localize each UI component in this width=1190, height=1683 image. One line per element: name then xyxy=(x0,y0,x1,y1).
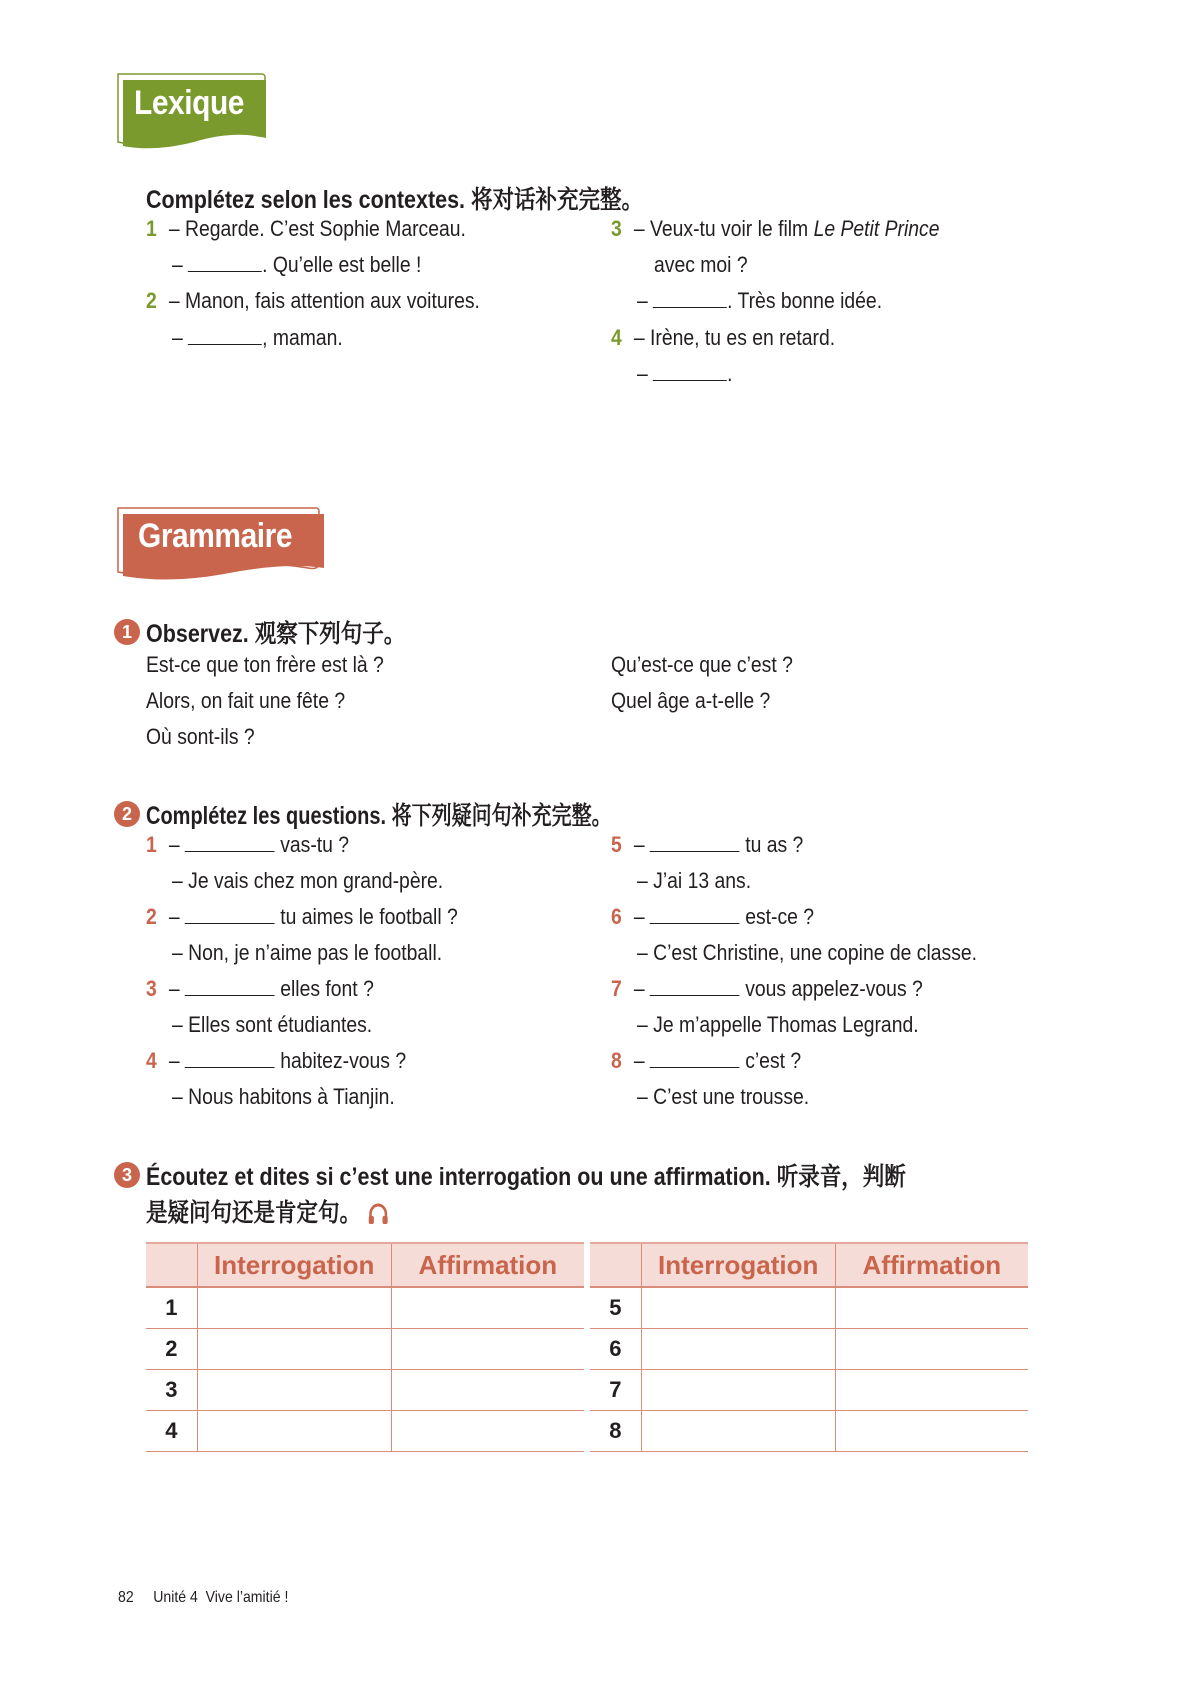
dash: – xyxy=(633,976,645,1001)
table-row xyxy=(146,1370,584,1411)
dash: – xyxy=(633,904,645,929)
answer-item-6: – C’est Christine, une copine de classe. xyxy=(637,940,978,965)
item-prompt: – Regarde. C’est Sophie Marceau. xyxy=(168,216,466,241)
affirmation-cell[interactable] xyxy=(835,1329,1028,1370)
table-row xyxy=(590,1329,1028,1370)
dash: – xyxy=(637,288,648,313)
lexique-item-3-cont: avec moi ? xyxy=(654,252,748,277)
dash: – xyxy=(168,976,180,1001)
question-text: tu as ? xyxy=(745,832,804,857)
dash: – xyxy=(172,325,183,350)
answer-blank[interactable] xyxy=(653,362,727,381)
interrogation-cell[interactable] xyxy=(641,1287,835,1329)
answer-blank[interactable] xyxy=(185,833,275,852)
answer-item-5: – J’ai 13 ans. xyxy=(637,868,752,893)
question-item-5 xyxy=(611,832,803,858)
interrogation-cell[interactable] xyxy=(641,1411,835,1452)
row-number: 8 xyxy=(590,1411,641,1452)
grammaire-banner xyxy=(114,506,324,582)
dash: – xyxy=(168,1048,180,1073)
answer-suffix: , maman. xyxy=(262,325,343,350)
affirmation-cell[interactable] xyxy=(835,1287,1028,1329)
lexique-item-3-answer xyxy=(637,288,882,314)
interrogation-cell[interactable] xyxy=(197,1411,391,1452)
lexique-item-2-answer xyxy=(172,325,343,351)
exercise-1-badge: 1 xyxy=(114,619,140,645)
question-text: est-ce ? xyxy=(745,904,815,929)
observe-sentence: Où sont-ils ? xyxy=(146,724,255,749)
table-row xyxy=(146,1411,584,1452)
item-number: 7 xyxy=(611,976,622,1001)
table-row xyxy=(590,1370,1028,1411)
observe-sentence: Quel âge a-t-elle ? xyxy=(611,688,771,713)
observe-sentence: Alors, on fait une fête ? xyxy=(146,688,346,713)
exercise-2-badge: 2 xyxy=(114,801,140,827)
film-title: Le Petit Prince xyxy=(813,216,940,241)
row-number: 4 xyxy=(146,1411,197,1452)
answer-table-right xyxy=(590,1242,1028,1452)
answer-item-4: – Nous habitons à Tianjin. xyxy=(172,1084,395,1109)
item-number: 3 xyxy=(146,976,157,1001)
lexique-item-2 xyxy=(146,288,480,314)
interrogation-cell[interactable] xyxy=(641,1329,835,1370)
exercise-3-instruction-line1: Écoutez et dites si c’est une interrogation ou une affirmation. 听录音，判断 xyxy=(146,1163,906,1191)
item-number: 5 xyxy=(611,832,622,857)
row-number: 3 xyxy=(146,1370,197,1411)
table-row xyxy=(146,1329,584,1370)
item-number: 2 xyxy=(146,904,157,929)
question-text: tu aimes le football ? xyxy=(280,904,458,929)
item-prompt: – Irène, tu es en retard. xyxy=(633,325,836,350)
interrogation-cell[interactable] xyxy=(197,1329,391,1370)
question-item-2 xyxy=(146,904,458,930)
lexique-item-3 xyxy=(611,216,939,242)
answer-blank[interactable] xyxy=(650,1049,740,1068)
lexique-item-1-answer xyxy=(172,252,421,278)
exercise-3-instruction-line2 xyxy=(146,1193,389,1229)
unit-label: Unité 4 xyxy=(153,1589,198,1606)
dash: – xyxy=(168,832,180,857)
header-affirmation: Affirmation xyxy=(835,1243,1028,1287)
dash: – xyxy=(168,904,180,929)
item-number: 6 xyxy=(611,904,622,929)
answer-blank[interactable] xyxy=(185,905,275,924)
item-number: 8 xyxy=(611,1048,622,1073)
answer-blank[interactable] xyxy=(188,326,262,345)
lexique-instruction: Complétez selon les contextes. 将对话补充完整。 xyxy=(146,186,643,214)
affirmation-cell[interactable] xyxy=(391,1287,584,1329)
answer-item-2: – Non, je n’aime pas le football. xyxy=(172,940,443,965)
question-item-4 xyxy=(146,1048,406,1074)
question-text: vous appelez-vous ? xyxy=(745,976,923,1001)
affirmation-cell[interactable] xyxy=(391,1411,584,1452)
grammaire-title: Grammaire xyxy=(138,517,293,555)
dash: – xyxy=(637,361,648,386)
row-number: 7 xyxy=(590,1370,641,1411)
headphones-icon[interactable] xyxy=(367,1202,389,1226)
lexique-item-4-answer xyxy=(637,361,732,387)
question-text: c’est ? xyxy=(745,1048,802,1073)
dash: – xyxy=(172,252,183,277)
question-item-8 xyxy=(611,1048,801,1074)
answer-blank[interactable] xyxy=(185,1049,275,1068)
affirmation-cell[interactable] xyxy=(391,1370,584,1411)
answer-suffix: . Qu’elle est belle ! xyxy=(262,252,422,277)
item-number: 3 xyxy=(611,216,622,241)
answer-table-left xyxy=(146,1242,584,1452)
item-number: 1 xyxy=(146,216,157,241)
answer-item-3: – Elles sont étudiantes. xyxy=(172,1012,373,1037)
exercise-2-instruction: Complétez les questions. 将下列疑问句补充完整。 xyxy=(146,802,612,830)
observe-sentence: Est-ce que ton frère est là ? xyxy=(146,652,384,677)
answer-blank[interactable] xyxy=(188,253,262,272)
item-number: 4 xyxy=(146,1048,157,1073)
item-number: 1 xyxy=(146,832,157,857)
affirmation-cell[interactable] xyxy=(391,1329,584,1370)
observe-sentence: Qu’est-ce que c’est ? xyxy=(611,652,793,677)
header-blank xyxy=(146,1243,197,1287)
row-number: 6 xyxy=(590,1329,641,1370)
affirmation-cell[interactable] xyxy=(835,1370,1028,1411)
instruction-text: 是疑问句还是肯定句。 xyxy=(146,1199,362,1227)
question-item-3 xyxy=(146,976,374,1002)
dash: – xyxy=(633,832,645,857)
interrogation-cell[interactable] xyxy=(641,1370,835,1411)
item-number: 2 xyxy=(146,288,157,313)
exercise-3-badge: 3 xyxy=(114,1162,140,1188)
row-number: 5 xyxy=(590,1287,641,1329)
header-interrogation: Interrogation xyxy=(641,1243,835,1287)
question-text: elles font ? xyxy=(280,976,374,1001)
question-item-6 xyxy=(611,904,814,930)
answer-blank[interactable] xyxy=(650,833,740,852)
table-row xyxy=(146,1287,584,1329)
item-number: 4 xyxy=(611,325,622,350)
table-row xyxy=(590,1287,1028,1329)
item-prompt: – Veux-tu voir le film xyxy=(633,216,814,241)
answer-blank[interactable] xyxy=(653,289,727,308)
table-row xyxy=(590,1411,1028,1452)
lexique-banner xyxy=(114,72,266,150)
lexique-title: Lexique xyxy=(134,84,244,122)
header-interrogation: Interrogation xyxy=(197,1243,391,1287)
affirmation-cell[interactable] xyxy=(835,1411,1028,1452)
interrogation-cell[interactable] xyxy=(197,1370,391,1411)
answer-suffix: . xyxy=(727,361,733,386)
question-item-1 xyxy=(146,832,349,858)
answer-item-8: – C’est une trousse. xyxy=(637,1084,810,1109)
item-prompt: – Manon, fais attention aux voitures. xyxy=(168,288,480,313)
page-number: 82 xyxy=(118,1589,134,1606)
question-text: vas-tu ? xyxy=(280,832,350,857)
unit-title: Vive l’amitié ! xyxy=(205,1589,289,1606)
row-number: 2 xyxy=(146,1329,197,1370)
answer-blank[interactable] xyxy=(650,905,740,924)
row-number: 1 xyxy=(146,1287,197,1329)
question-item-7 xyxy=(611,976,923,1002)
header-blank xyxy=(590,1243,641,1287)
answer-blank[interactable] xyxy=(185,977,275,996)
answer-item-7: – Je m’appelle Thomas Legrand. xyxy=(637,1012,919,1037)
answer-suffix: . Très bonne idée. xyxy=(727,288,883,313)
exercise-1-instruction: Observez. 观察下列句子。 xyxy=(146,620,406,648)
dash: – xyxy=(633,1048,645,1073)
interrogation-cell[interactable] xyxy=(197,1287,391,1329)
answer-blank[interactable] xyxy=(650,977,740,996)
question-text: habitez-vous ? xyxy=(280,1048,407,1073)
lexique-item-1 xyxy=(146,216,466,242)
page-footer xyxy=(118,1589,288,1607)
answer-item-1: – Je vais chez mon grand-père. xyxy=(172,868,444,893)
header-affirmation: Affirmation xyxy=(391,1243,584,1287)
lexique-item-4 xyxy=(611,325,835,351)
